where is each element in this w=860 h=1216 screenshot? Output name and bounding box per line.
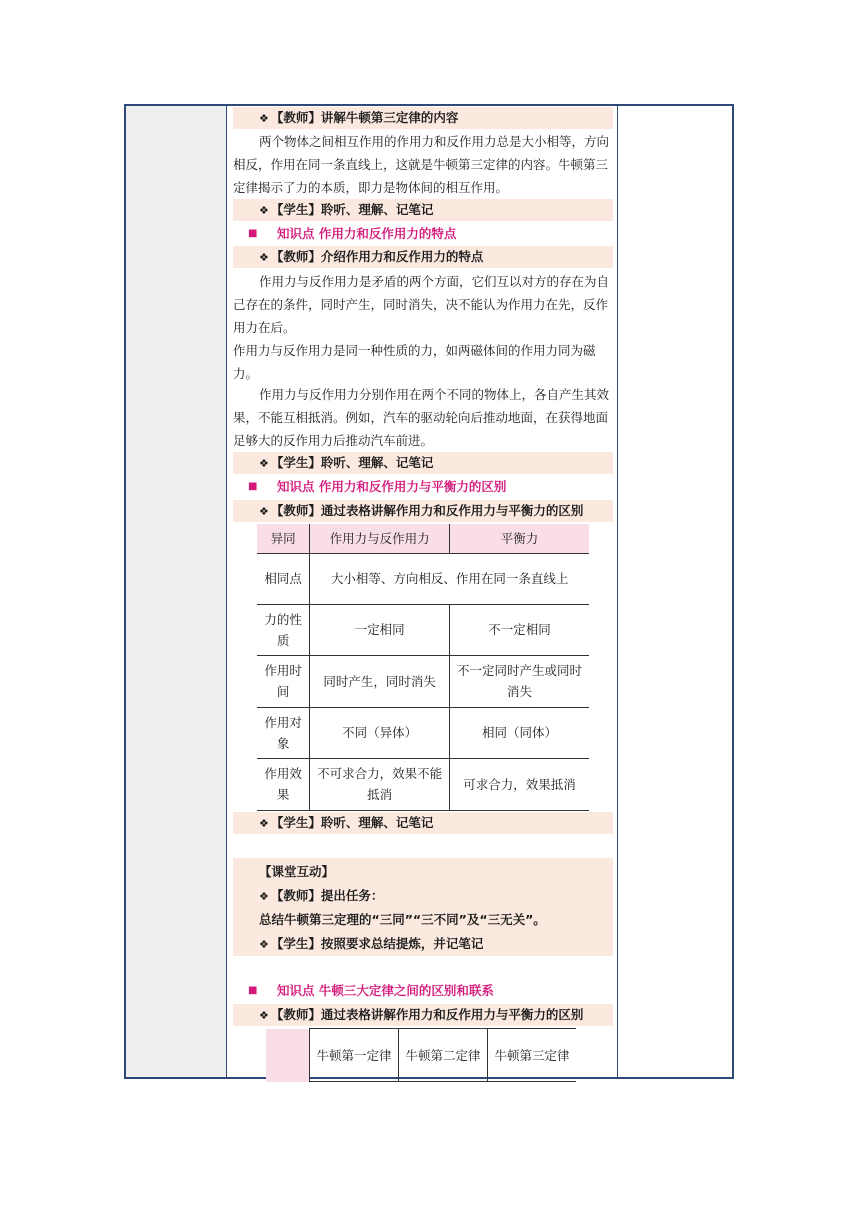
teacher-label: 【教师】介绍作用力和反作用力的特点 bbox=[270, 249, 484, 264]
table-cell: 相同（同体） bbox=[450, 707, 589, 758]
table-cell: 一定相同 bbox=[310, 604, 450, 655]
row-label: 作用时间 bbox=[257, 655, 310, 707]
interaction-task: 总结牛顿第三定理的“三同”“三不同”及“三无关”。 bbox=[259, 912, 546, 927]
table-cell: 不一定同时产生或同时消失 bbox=[450, 655, 589, 707]
table-cell: 不同（异体） bbox=[310, 707, 450, 758]
diamond-icon: ❖ bbox=[259, 251, 269, 264]
teacher-label: 【教师】通过表格讲解作用力和反作用力与平衡力的区别 bbox=[270, 503, 584, 518]
student-label: 【学生】按照要求总结提炼，并记笔记 bbox=[270, 936, 484, 951]
table-cell: 大小相等、方向相反、作用在同一条直线上 bbox=[310, 553, 589, 604]
teacher-label: 【教师】讲解牛顿第三定律的内容 bbox=[270, 110, 459, 125]
student-label: 【学生】聆听、理解、记笔记 bbox=[270, 815, 434, 830]
diamond-icon: ❖ bbox=[259, 457, 269, 470]
right-column bbox=[617, 106, 732, 1077]
interaction-title: 【课堂互动】 bbox=[259, 864, 335, 879]
class-interaction-block bbox=[233, 858, 613, 956]
diamond-icon: ❖ bbox=[259, 112, 269, 125]
teacher-label: 【教师】通过表格讲解作用力和反作用力与平衡力的区别 bbox=[270, 1007, 584, 1022]
table-header: 异同 bbox=[257, 524, 310, 553]
table-header: 平衡力 bbox=[450, 524, 589, 553]
diamond-icon: ❖ bbox=[259, 1009, 269, 1022]
diamond-icon: ❖ bbox=[259, 938, 269, 951]
student-label: 【学生】聆听、理解、记笔记 bbox=[270, 202, 434, 217]
table-header: 作用力与反作用力 bbox=[310, 524, 450, 553]
diamond-icon: ❖ bbox=[259, 890, 269, 903]
teacher-label: 【教师】提出任务： bbox=[270, 888, 384, 903]
paragraph: 作用力与反作用力是同一种性质的力，如两磁体间的作用力同为磁力。 bbox=[233, 343, 596, 381]
left-column bbox=[126, 106, 227, 1077]
square-icon: ■ bbox=[248, 228, 258, 239]
knowledge-label: 知识点 作用力和反作用力与平衡力的区别 bbox=[277, 479, 507, 494]
table-cell: 不可求合力，效果不能抵消 bbox=[310, 758, 450, 810]
student-label: 【学生】聆听、理解、记笔记 bbox=[270, 455, 434, 470]
table-cell: 同时产生，同时消失 bbox=[310, 655, 450, 707]
teacher-bar bbox=[233, 1004, 613, 1026]
table-header: 牛顿第三定律 bbox=[488, 1029, 577, 1082]
table-header: 牛顿第一定律 bbox=[310, 1029, 399, 1082]
row-label: 力的性质 bbox=[257, 604, 310, 655]
paragraph: 两个物体之间相互作用的作用力和反作用力总是大小相等，方向相反，作用在同一条直线上，这就是牛顿第三定律的内容。牛顿第三定律揭示了力的本质，即力是物体间的相互作用。 bbox=[233, 134, 610, 195]
teacher-bar bbox=[233, 500, 613, 522]
row-label: 作用对象 bbox=[257, 707, 310, 758]
square-icon: ■ bbox=[248, 481, 258, 492]
student-bar bbox=[233, 199, 613, 221]
diamond-icon: ❖ bbox=[259, 505, 269, 518]
knowledge-label: 知识点 牛顿三大定律之间的区别和联系 bbox=[277, 983, 494, 998]
row-label: 相同点 bbox=[257, 553, 310, 604]
table-cell: 不一定相同 bbox=[450, 604, 589, 655]
knowledge-label: 知识点 作用力和反作用力的特点 bbox=[277, 226, 457, 241]
row-label: 作用效果 bbox=[257, 758, 310, 810]
student-bar bbox=[233, 452, 613, 474]
comparison-table bbox=[257, 524, 589, 811]
table-header bbox=[266, 1029, 310, 1082]
diamond-icon: ❖ bbox=[259, 204, 269, 217]
paragraph: 作用力与反作用力是矛盾的两个方面，它们互以对方的存在为自己存在的条件，同时产生，同时消失，决不能认为作用力在先，反作用力在后。 bbox=[233, 274, 610, 335]
square-icon: ■ bbox=[248, 985, 258, 996]
table-header: 牛顿第二定律 bbox=[399, 1029, 488, 1082]
newton-laws-table bbox=[266, 1028, 576, 1082]
table-cell: 可求合力，效果抵消 bbox=[450, 758, 589, 810]
teacher-bar bbox=[233, 246, 613, 268]
teacher-bar bbox=[233, 107, 613, 129]
paragraph: 作用力与反作用力分别作用在两个不同的物体上，各自产生其效果，不能互相抵消。例如，汽车的驱动轮向后推动地面，在获得地面足够大的反作用力后推动汽车前进。 bbox=[233, 387, 610, 448]
diamond-icon: ❖ bbox=[259, 817, 269, 830]
student-bar bbox=[233, 812, 613, 834]
